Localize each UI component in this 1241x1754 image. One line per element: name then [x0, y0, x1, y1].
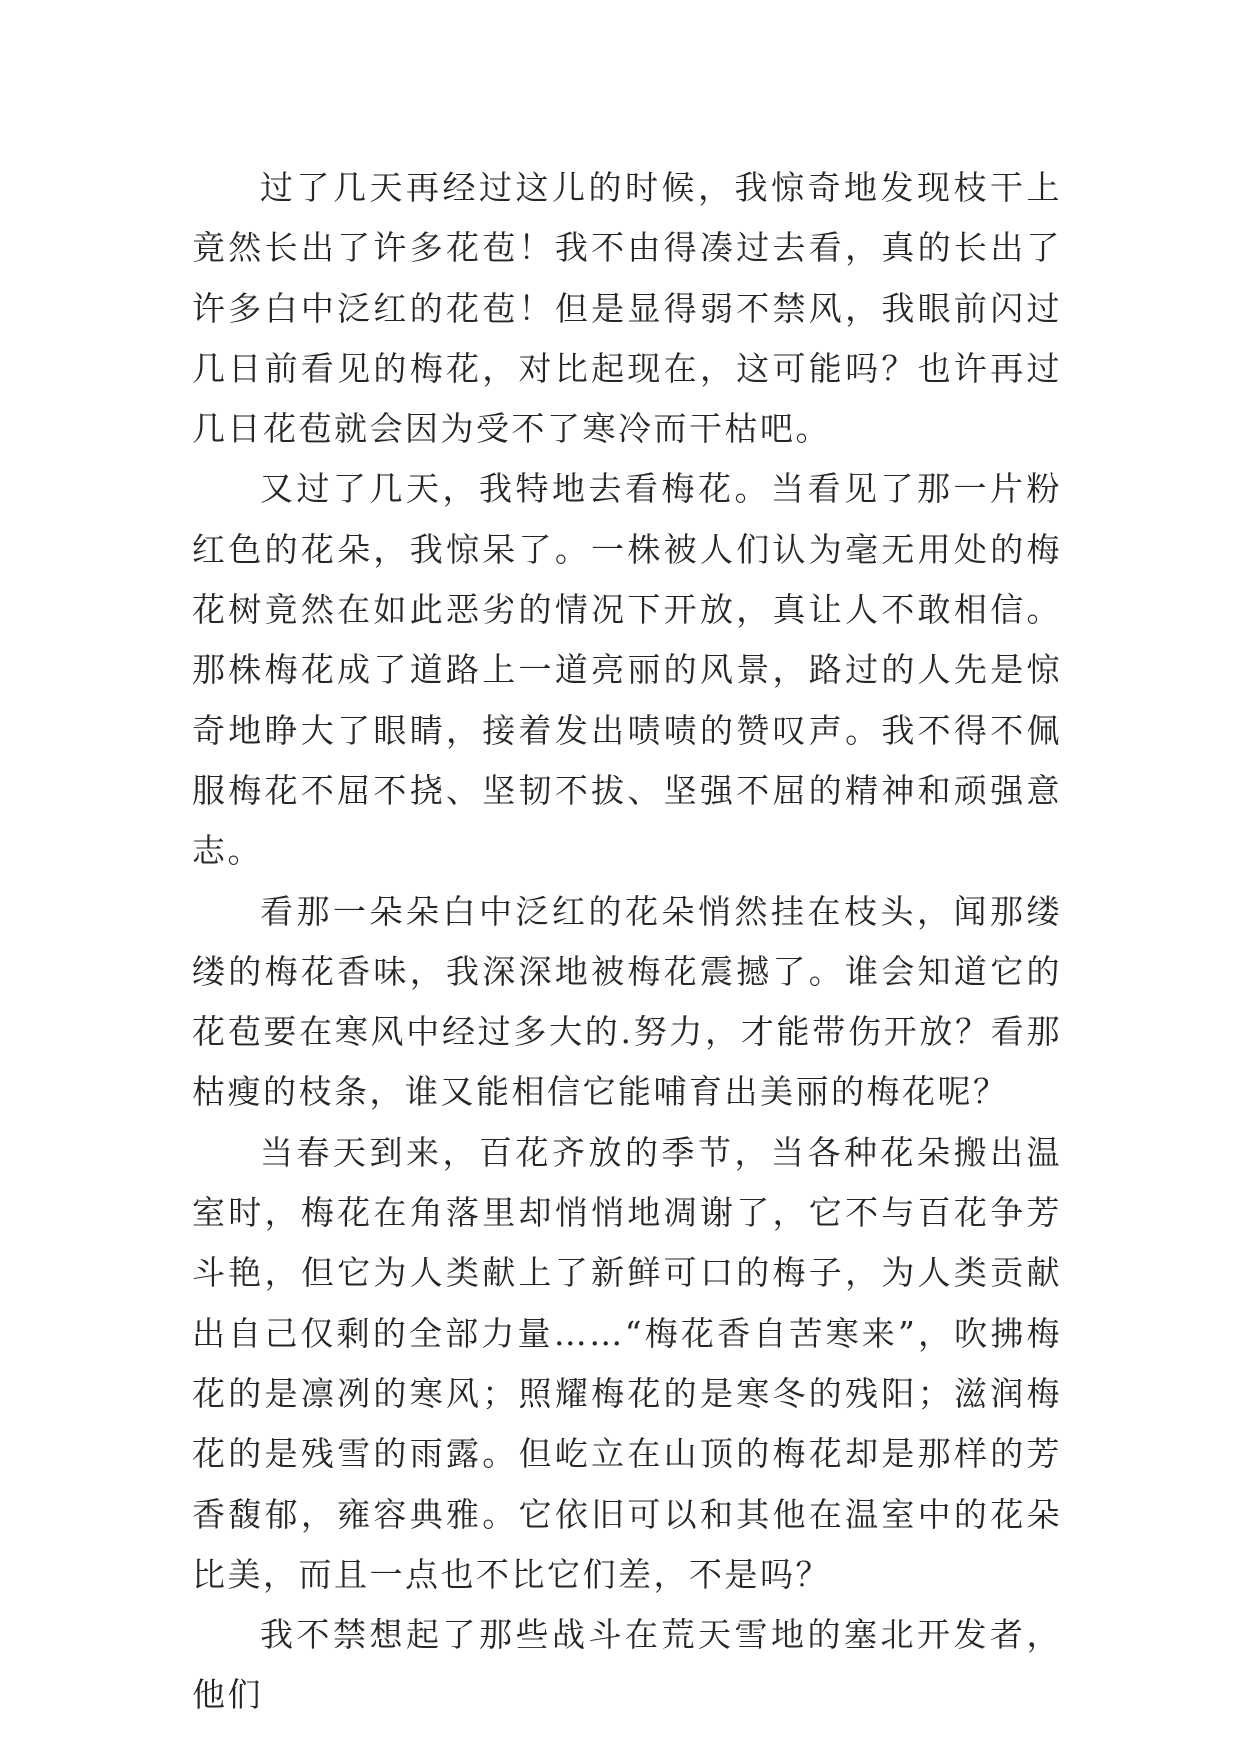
paragraph-5: 我不禁想起了那些战斗在荒天雪地的塞北开发者，他们 — [192, 1615, 1062, 1715]
paragraph-2: 又过了几天，我特地去看梅花。当看见了那一片粉红色的花朵，我惊呆了。一株被人们认为毫无用处的梅花树竟然在如此恶劣的情况下开放，真让人不敢相信。那株梅花成了道路上一道亮丽的风景，路过的人先是惊奇地睁大了眼睛，接着发出啧啧的赞叹声。我不得不佩服梅花不屈不挠、坚韧不拔、坚强不屈的精神和顽强意志。 — [192, 469, 1062, 871]
paragraph-3: 看那一朵朵白中泛红的花朵悄然挂在枝头，闻那缕缕的梅花香味，我深深地被梅花震撼了。谁会知道它的花苞要在寒风中经过多大的.努力，才能带伤开放？看那枯瘦的枝条，谁又能相信它能哺育出美丽的梅花呢？ — [192, 891, 1062, 1112]
paragraph-4: 当春天到来，百花齐放的季节，当各种花朵搬出温室时，梅花在角落里却悄悄地凋谢了，它不与百花争芳斗艳，但它为人类献上了新鲜可口的梅子，为人类贡献出自己仅剩的全部力量……“梅花香自苦寒来”，吹拂梅花的是凛冽的寒风；照耀梅花的是寒冬的残阳；滋润梅花的是残雪的雨露。但屹立在山顶的梅花却是那样的芳香馥郁，雍容典雅。它依旧可以和其他在温室中的花朵比美，而且一点也不比它们差，不是吗？ — [192, 1132, 1062, 1594]
document-body — [192, 158, 1062, 1726]
paragraph-1: 过了几天再经过这儿的时候，我惊奇地发现枝干上竟然长出了许多花苞！我不由得凑过去看，真的长出了许多白中泛红的花苞！但是显得弱不禁风，我眼前闪过几日前看见的梅花，对比起现在，这可能吗？也许再过几日花苞就会因为受不了寒冷而干枯吧。 — [192, 168, 1062, 449]
